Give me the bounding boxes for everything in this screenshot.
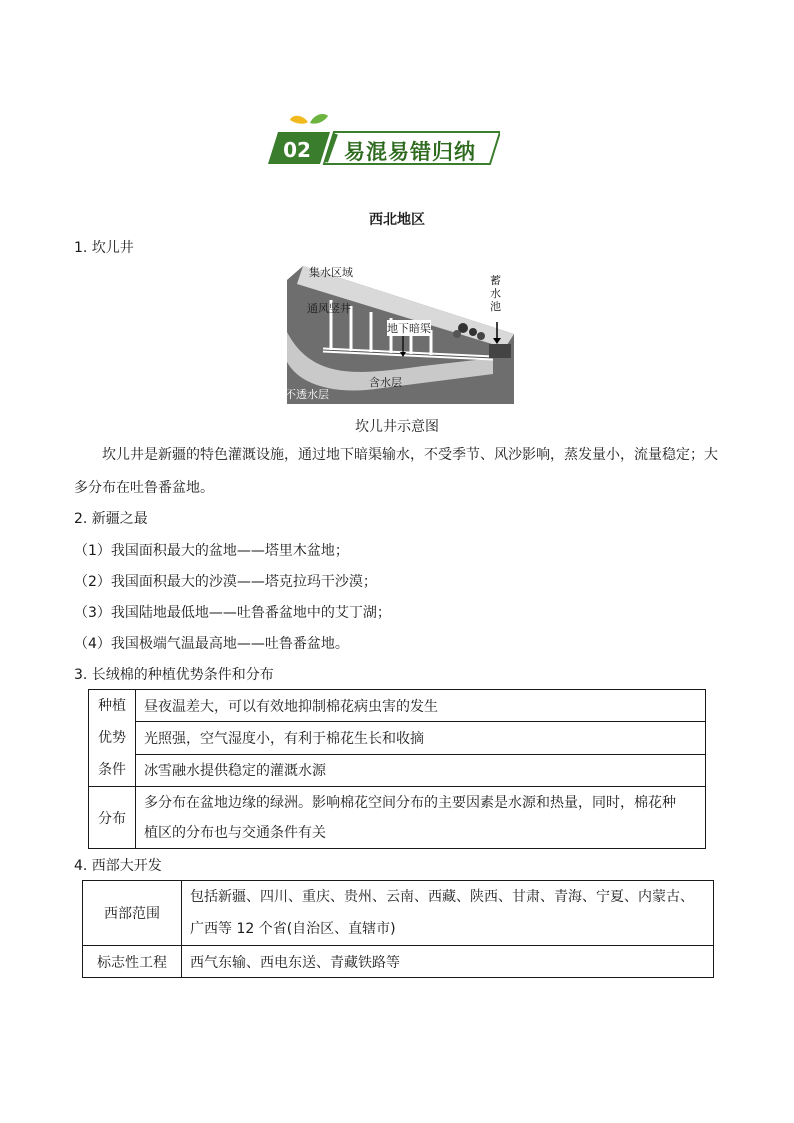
conditions-head-line: 种植 bbox=[98, 698, 126, 714]
list-item: （4）我国极端气温最高地——吐鲁番盆地。 bbox=[74, 636, 349, 652]
leaf-icon bbox=[310, 114, 328, 124]
list-item: （2）我国面积最大的沙漠——塔克拉玛干沙漠； bbox=[74, 574, 377, 590]
label-pool: 蓄水池 bbox=[490, 274, 501, 313]
scope-line: 广西等 12 个省(自治区、直辖市) bbox=[190, 921, 396, 937]
table-row bbox=[89, 787, 706, 849]
list-item: （3）我国陆地最低地——吐鲁番盆地中的艾丁湖； bbox=[74, 605, 391, 621]
leaf-icon bbox=[290, 116, 308, 124]
table-cell: 西气东输、西电东送、青藏铁路等 bbox=[182, 946, 714, 978]
table-cell: 昼夜温差大，可以有效地抑制棉花病虫害的发生 bbox=[136, 690, 706, 722]
table-row bbox=[89, 690, 706, 722]
banner-title: 易混易错归纳 bbox=[344, 140, 476, 164]
conditions-head-line: 优势 bbox=[98, 730, 126, 746]
conditions-head-line: 条件 bbox=[98, 762, 126, 778]
scope-line: 包括新疆、四川、重庆、贵州、云南、西藏、陕西、甘肃、青海、宁夏、内蒙古、 bbox=[190, 889, 694, 905]
label-aquifer: 含水层 bbox=[369, 376, 402, 389]
scope-head: 西部范围 bbox=[83, 881, 182, 946]
distribution-line: 多分布在盆地边缘的绿洲。影响棉花空间分布的主要因素是水源和热量，同时，棉花种 bbox=[144, 794, 676, 811]
western-development-table bbox=[82, 880, 714, 978]
list-item: （1）我国面积最大的盆地——塔里木盆地； bbox=[74, 543, 349, 559]
table-cell: 光照强，空气湿度小，有利于棉花生长和收摘 bbox=[136, 722, 706, 754]
label-shaft: 通风竖井 bbox=[307, 302, 351, 315]
conditions-head bbox=[89, 690, 136, 787]
item4-heading: 4. 西部大开发 bbox=[74, 858, 162, 874]
table-row bbox=[83, 946, 714, 978]
banner-number: 02 bbox=[283, 138, 311, 162]
item1-paragraph-line1: 坎儿井是新疆的特色灌溉设施，通过地下暗渠输水，不受季节、风沙影响，蒸发量小，流量稳定；大 bbox=[102, 447, 718, 463]
item1-heading: 1. 坎儿井 bbox=[74, 240, 134, 256]
table-row bbox=[83, 881, 714, 946]
karez-diagram bbox=[283, 262, 514, 404]
distribution-head: 分布 bbox=[89, 787, 136, 849]
item3-heading: 3. 长绒棉的种植优势条件和分布 bbox=[74, 667, 274, 683]
label-catchment: 集水区域 bbox=[309, 266, 353, 279]
project-head: 标志性工程 bbox=[83, 946, 182, 978]
label-impermeable: 不透水层 bbox=[285, 388, 329, 401]
table-row bbox=[89, 754, 706, 786]
table-cell: 冰雪融水提供稳定的灌溉水源 bbox=[136, 754, 706, 786]
table-row bbox=[89, 722, 706, 754]
cotton-table bbox=[88, 689, 706, 849]
distribution-line: 植区的分布也与交通条件有关 bbox=[144, 824, 326, 841]
item2-heading: 2. 新疆之最 bbox=[74, 511, 148, 527]
item1-paragraph-line2: 多分布在吐鲁番盆地。 bbox=[74, 480, 214, 496]
table-cell bbox=[136, 787, 706, 849]
section-banner bbox=[268, 112, 500, 170]
figure-caption: 坎儿井示意图 bbox=[355, 419, 439, 435]
label-channel: 地下暗渠 bbox=[387, 322, 431, 335]
table-cell bbox=[182, 881, 714, 946]
section-title: 西北地区 bbox=[369, 212, 425, 228]
